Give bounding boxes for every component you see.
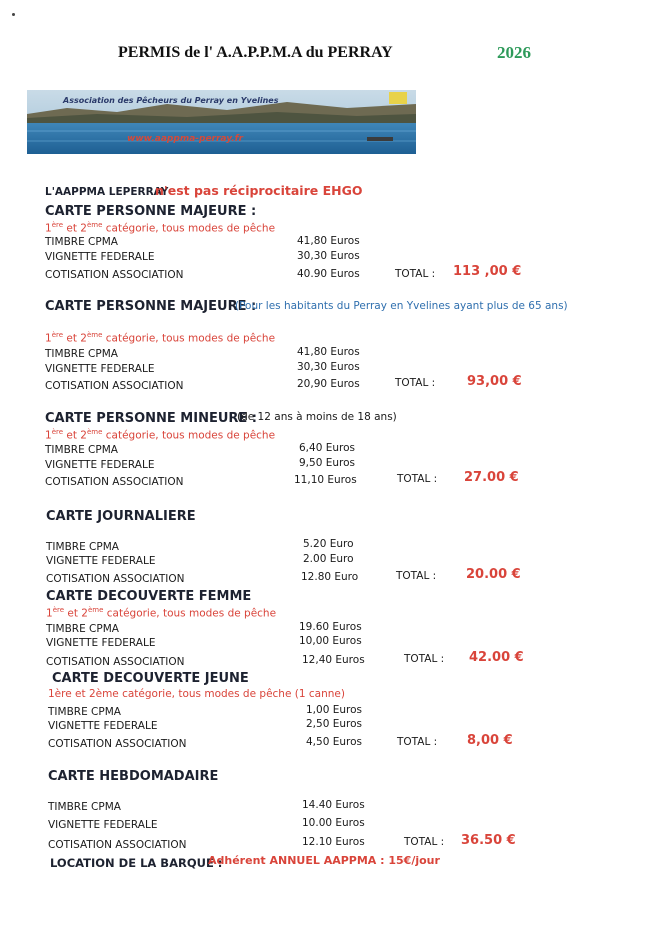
year-label: 2026 <box>497 43 531 62</box>
total-price: 36.50 € <box>461 833 516 848</box>
row-label: COTISATION ASSOCIATION <box>48 839 187 851</box>
row-label: COTISATION ASSOCIATION <box>45 476 184 488</box>
row-value: 12,40 Euros <box>302 654 365 666</box>
total-label <box>395 377 435 389</box>
total-label: TOTAL : <box>397 736 438 748</box>
section-note: (Pour les habitants du Perray en Yvelines ayant plus de 65 ans) <box>235 300 568 312</box>
total-price: 20.00 € <box>466 567 521 582</box>
section-title: CARTE DECOUVERTE JEUNE <box>52 671 249 686</box>
section-subtitle: 1ère et 2ème catégorie, tous modes de pêche (1 canne) <box>48 688 345 700</box>
row-value: 14.40 Euros <box>302 799 365 811</box>
section-title: CARTE JOURNALIERE <box>46 509 196 524</box>
section-subtitle: 1ère et 2ème catégorie, tous modes de pêche <box>46 606 277 620</box>
row-value: 19.60 Euros <box>299 621 362 633</box>
total-label: TOTAL : <box>397 473 438 485</box>
scan-speck <box>12 13 15 16</box>
row-value: 41,80 Euros <box>297 346 360 358</box>
row-value: 12.80 Euro <box>301 571 359 583</box>
section-note: (de 12 ans à moins de 18 ans) <box>237 411 397 423</box>
row-label: TIMBRE CPMA <box>46 623 119 635</box>
row-label: VIGNETTE FEDERALE <box>46 637 156 649</box>
row-label: VIGNETTE FEDERALE <box>45 363 155 375</box>
row-value: 5.20 Euro <box>303 538 354 550</box>
total-word: TOTAL : <box>395 377 436 389</box>
row-label: VIGNETTE FEDERALE <box>48 819 158 831</box>
row-label: TIMBRE CPMA <box>45 236 118 248</box>
total-price: 113 ,00 € <box>453 264 522 279</box>
row-value: 10,00 Euros <box>299 635 362 647</box>
row-label: VIGNETTE FEDERALE <box>48 720 158 732</box>
row-value: 4,50 Euros <box>306 736 362 748</box>
row-value: 41,80 Euros <box>297 235 360 247</box>
boat-rental-label: LOCATION DE LA BARQUE : <box>50 856 223 870</box>
intro-prefix: L'AAPPMA LEPERRAY <box>45 186 169 198</box>
section-subtitle: 1ère et 2ème catégorie, tous modes de pêche <box>45 428 276 442</box>
section-title: CARTE PERSONNE MAJEURE : <box>45 204 257 219</box>
row-value: 11,10 Euros <box>294 474 357 486</box>
section-title: CARTE HEBDOMADAIRE <box>48 769 219 784</box>
intro-suffix: n'est pas réciprocitaire EHGO <box>155 183 363 198</box>
page-title: PERMIS de l' A.A.P.P.M.A du PERRAY <box>118 44 393 61</box>
row-label: TIMBRE CPMA <box>48 706 121 718</box>
association-banner <box>27 90 416 154</box>
row-label: TIMBRE CPMA <box>45 444 118 456</box>
row-value: 6,40 Euros <box>299 442 355 454</box>
row-label: COTISATION ASSOCIATION <box>46 656 185 668</box>
total-price: 93,00 € <box>467 374 522 389</box>
row-label: VIGNETTE FEDERALE <box>46 555 156 567</box>
section-subtitle: 1ère et 2ème catégorie, tous modes de pêche <box>45 221 276 235</box>
row-value: 1,00 Euros <box>306 704 362 716</box>
row-value: 30,30 Euros <box>297 361 360 373</box>
row-label: VIGNETTE FEDERALE <box>45 251 155 263</box>
row-value: 40.90 Euros <box>297 268 360 280</box>
total-price: 8,00 € <box>467 733 513 748</box>
total-label: TOTAL : <box>404 653 445 665</box>
row-label: TIMBRE CPMA <box>48 801 121 813</box>
total-label: TOTAL : <box>395 268 436 280</box>
section-title: CARTE PERSONNE MAJEURE : <box>45 299 257 314</box>
banner-title: Association des Pêcheurs du Perray en Yvelines <box>63 96 279 105</box>
total-price: 42.00 € <box>469 650 524 665</box>
banner-url: www.aappma-perray.fr <box>127 134 244 144</box>
row-label: COTISATION ASSOCIATION <box>45 380 184 392</box>
row-label: COTISATION ASSOCIATION <box>45 269 184 281</box>
row-value: 10.00 Euros <box>302 817 365 829</box>
boat-rental-value: Adhérent ANNUEL AAPPMA : 15€/jour <box>208 854 440 867</box>
row-label: TIMBRE CPMA <box>46 541 119 553</box>
row-label: COTISATION ASSOCIATION <box>46 573 185 585</box>
total-label: TOTAL : <box>404 836 445 848</box>
row-value: 30,30 Euros <box>297 250 360 262</box>
total-label: TOTAL : <box>396 570 437 582</box>
row-label: COTISATION ASSOCIATION <box>48 738 187 750</box>
total-price: 27.00 € <box>464 470 519 485</box>
section-title: CARTE PERSONNE MINEURE : <box>45 411 258 426</box>
row-value: 2,50 Euros <box>306 718 362 730</box>
section-title: CARTE DECOUVERTE FEMME <box>46 589 252 604</box>
row-label: TIMBRE CPMA <box>45 348 118 360</box>
row-value: 2.00 Euro <box>303 553 354 565</box>
row-value: 20,90 Euros <box>297 378 360 390</box>
section-subtitle: 1ère et 2ème catégorie, tous modes de pêche <box>45 331 276 345</box>
row-value: 12.10 Euros <box>302 836 365 848</box>
row-value: 9,50 Euros <box>299 457 355 469</box>
row-label: VIGNETTE FEDERALE <box>45 459 155 471</box>
